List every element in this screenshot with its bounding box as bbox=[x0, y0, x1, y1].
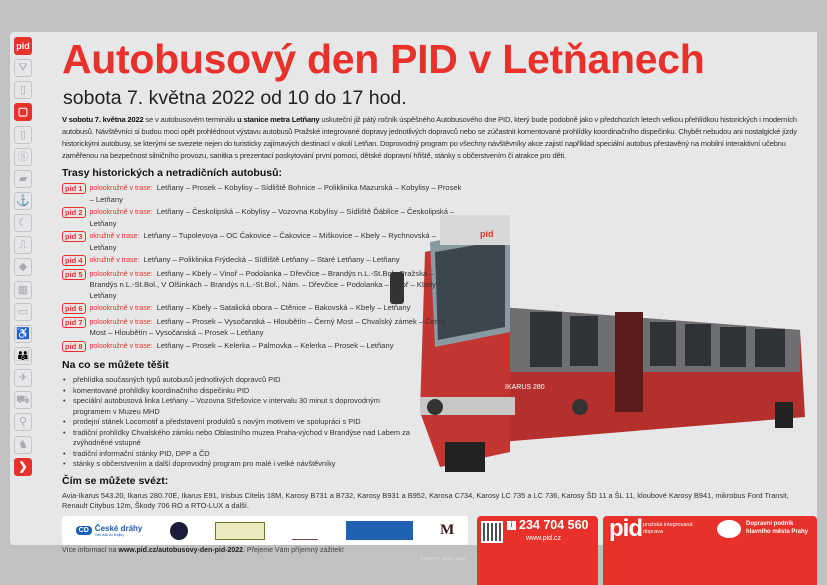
route-item bbox=[62, 183, 462, 205]
main-content bbox=[62, 114, 814, 512]
highlight-item: • tradiční informační stánky PID, DPP a ČD bbox=[62, 449, 412, 460]
route-type: polookružně v trase: bbox=[89, 209, 153, 216]
route-type: okružně v trase: bbox=[89, 233, 140, 240]
intro-text: V sobotu 7. května 2022 se v autobusovém terminálu u stanice metra Letňany uskuteční již pátý ročník úspěšného Autobusového dne PID, který bude podobně jako v předchozích letech velkou přehlídkou historických i moderních autobusů. Návštěvníci si budou moci opět prohlédnout výstavu autobusů Pražské integrované dopravy jednotlivých dopravců nebo se zúčastnit komentované prohlídky koordinačního dispečinku. Chybět nebudou ani nostalgické jízdy historickými autobusy, se kterými se svezete nejen do turisticky zajímavých destinací v okolí Letňan. Doprovodný program po všechny návštěvníky akce zajistí například speciální autobus přestavěný na mobilní interaktivní učebnu zaměřenou na bezpečnost silničního provozu, sanitka s prezentací poskytování první pomoci, dětské dopravní hřiště, stánky s občerstvením či atrakce pro děti. bbox=[62, 115, 797, 160]
replacement-icon: ⎍ bbox=[14, 236, 32, 254]
highlight-item: • komentované prohlídky koordinačního dispečinku PID bbox=[62, 386, 412, 397]
partner-logo-m: M bbox=[440, 522, 455, 538]
route-badge: pid 8 bbox=[62, 341, 86, 352]
contact-phone: 234 704 560 bbox=[519, 518, 589, 532]
route-badge: pid 1 bbox=[62, 183, 86, 194]
routes-list bbox=[62, 183, 462, 354]
qr-code-icon bbox=[481, 521, 503, 543]
route-item bbox=[62, 269, 462, 302]
partner-logo-oblastni-muzeum bbox=[346, 521, 413, 540]
page-title: Autobusový den PID v Letňanech bbox=[62, 36, 705, 82]
route-badge: pid 2 bbox=[62, 207, 86, 218]
route-desc bbox=[90, 255, 400, 267]
route-stops: Letňany – Prosek – Kelerka – Palmovka – Kelerka – Prosek – Letňany bbox=[156, 340, 394, 350]
night-icon: ☾ bbox=[14, 214, 32, 232]
copyright: © ROPID, duben 2022 bbox=[420, 556, 466, 561]
route-desc bbox=[90, 303, 411, 315]
footer-text: Více informací na www.pid.cz/autobusovy-den-pid-2022. Přejeme Vám příjemný zážitek! bbox=[62, 547, 344, 554]
route-item bbox=[62, 207, 462, 229]
intro-place: u stanice metra Letňany bbox=[237, 115, 320, 124]
route-badge: pid 7 bbox=[62, 317, 86, 328]
brand-box bbox=[603, 516, 817, 585]
bus-pid-sign: pid bbox=[480, 229, 494, 239]
partner-logo-chvaly bbox=[292, 522, 318, 540]
route-badge: pid 5 bbox=[62, 269, 86, 280]
route-type: polookružně v trase: bbox=[89, 185, 153, 192]
route-desc bbox=[90, 207, 462, 229]
tram-icon: ▯ bbox=[14, 81, 32, 99]
highlight-item: • přehlídka současných typů autobusů jednotlivých dopravců PID bbox=[62, 375, 412, 386]
routes-heading: Trasy historických a netradičních autobusů: bbox=[62, 167, 282, 179]
ferry-icon: ⚓ bbox=[14, 192, 32, 210]
phone-icon: ▭ bbox=[14, 303, 32, 321]
family-icon: 👪 bbox=[14, 347, 32, 365]
contact-box bbox=[477, 516, 598, 585]
route-item bbox=[62, 255, 462, 267]
route-item bbox=[62, 303, 462, 315]
highlights-list bbox=[62, 375, 412, 470]
highlight-item: • prodejní stánek Locomotif a představení produktů s novým motivem ve spolupráci s PID bbox=[62, 417, 412, 428]
route-stops: Letňany – Prosek – Vysočanská – Hloubětín – Černý Most – Chvalský zámek – Černý Most – Hloubětín – Vysočanská – Prosek – Letňany bbox=[89, 316, 446, 337]
ticket-icon: ▦ bbox=[14, 281, 32, 299]
route-stops: Letňany – Tupolevova – OC Čakovice – Čakovice – Miškovice – Kbely – Rychnovská – Letňany bbox=[89, 231, 436, 252]
sidebar-icons bbox=[14, 37, 33, 480]
fleet-heading: Čím se můžete svézt: bbox=[62, 474, 169, 487]
route-badge: pid 4 bbox=[62, 255, 86, 266]
wheelchair-icon: ♿ bbox=[14, 325, 32, 343]
train-s-icon: Ⓢ bbox=[14, 148, 32, 166]
footer-link[interactable]: www.pid.cz/autobusovy-den-pid-2022 bbox=[118, 547, 244, 554]
highlight-item: • stánky s občerstvením a další doprovodný program pro malé i velké návštěvníky bbox=[62, 459, 412, 470]
route-type: polookružně v trase: bbox=[89, 305, 153, 312]
funicular-icon: ▰ bbox=[14, 170, 32, 188]
route-item bbox=[62, 341, 462, 353]
route-item bbox=[62, 231, 462, 253]
route-stops: Letňany – Kbely – Satalická obora – Ctěnice – Bakovská – Kbely – Letňany bbox=[156, 303, 411, 312]
dpp-logo-text: Dopravní podnik hlavního města Prahy bbox=[746, 521, 809, 535]
ceske-drahy-logo: ČD České dráhy Váš vlak do krajiny bbox=[76, 524, 143, 537]
route-stops: Letňany – Prosek – Kobylisy – Sídliště Bohnice – Poliklinika Mazurská – Kobylisy – Prosek – Letňany bbox=[89, 183, 462, 204]
dpp-logo-icon bbox=[717, 520, 741, 538]
highlight-item: • tradiční prohlídky Chvalského zámku nebo Oblastního muzea Praha-východ v Brandýse nad Labem za zvýhodněné vstupné bbox=[62, 428, 412, 449]
fleet-text: Avia-Ikarus 543.20, Ikarus 280.70E, Ikarus E91, Irisbus Citelis 18M, Karosy B731 a B732, Karosy B931 a B952, Karosa C734, Karosy LC 735 a LC 736, Karosy ŠD 11 a ŠL 11, kloubové Karosy B941, mikrobus Ford Transit, Renault Citybus 12m, Škody 706 RO a RTO-LUX a další. bbox=[62, 490, 789, 510]
highlights-heading: Na co se můžete těšit bbox=[62, 359, 169, 371]
route-desc bbox=[90, 269, 462, 302]
route-desc bbox=[90, 317, 462, 339]
highlight-item: • speciální autobusová linka Letňany – Vozovna Střešovice v intervalu 30 minut s doprovodným programem v Muzeu MHD bbox=[62, 396, 412, 417]
dog-icon: ♞ bbox=[14, 436, 32, 454]
route-type: polookružně v trase: bbox=[89, 318, 153, 326]
pid-logo-icon: pid bbox=[14, 37, 32, 55]
bus-icon: ▢ bbox=[14, 103, 32, 121]
app-icon: ❯ bbox=[14, 458, 32, 476]
partner-logo-museum bbox=[215, 522, 265, 540]
route-desc bbox=[90, 231, 462, 253]
route-desc bbox=[90, 341, 394, 353]
route-desc bbox=[90, 183, 462, 205]
pid-logo-text: pražská integrovaná doprava bbox=[643, 522, 693, 535]
route-stops: Letňany – Poliklinika Frýdecká – Sídliště Letňany – Staré Letňany – Letňany bbox=[143, 255, 400, 264]
partner-logos bbox=[62, 516, 468, 545]
route-type: okružně v trase: bbox=[89, 257, 140, 264]
stroller-icon: ⛟ bbox=[14, 391, 32, 409]
route-item bbox=[62, 317, 462, 339]
route-badge: pid 6 bbox=[62, 303, 86, 314]
intro-date: V sobotu 7. května 2022 bbox=[62, 115, 144, 124]
route-badge: pid 3 bbox=[62, 231, 86, 242]
route-type: polookružně v trase: bbox=[89, 342, 153, 350]
partner-logo-round bbox=[170, 522, 188, 540]
event-date: sobota 7. května 2022 od 10 do 17 hod. bbox=[63, 87, 407, 109]
metro-icon: ⛛ bbox=[14, 59, 32, 77]
info-icon: i bbox=[507, 521, 516, 530]
route-stops: Letňany – Kbely – Vinoř – Podolanka – Dřevčice – Brandýs n.L.-St.Bol., Pražská – Brandýs n.L.-St.Bol., V Olšinkách – Brandýs n.L.-St.Bol., Nám. – Dřevčice – Podolanka – Vinoř – Kbely – Letňany bbox=[89, 268, 443, 300]
airplane-icon: ✈ bbox=[14, 369, 32, 387]
route-stops: Letňany – Českolipská – Kobylisy – Vozovna Kobylisy – Sídliště Ďáblice – Českolipská – Letňany bbox=[89, 207, 455, 228]
route-type: polookružně v trase: bbox=[89, 270, 153, 278]
bus-plate: IKARUS 280 bbox=[505, 384, 545, 391]
pid-logo: pid bbox=[609, 515, 642, 542]
bicycle-icon: ⚲ bbox=[14, 413, 32, 431]
ship-icon: ◆ bbox=[14, 258, 32, 276]
contact-web[interactable]: www.pid.cz bbox=[526, 535, 562, 542]
trolleybus-icon: ▯ bbox=[14, 126, 32, 144]
